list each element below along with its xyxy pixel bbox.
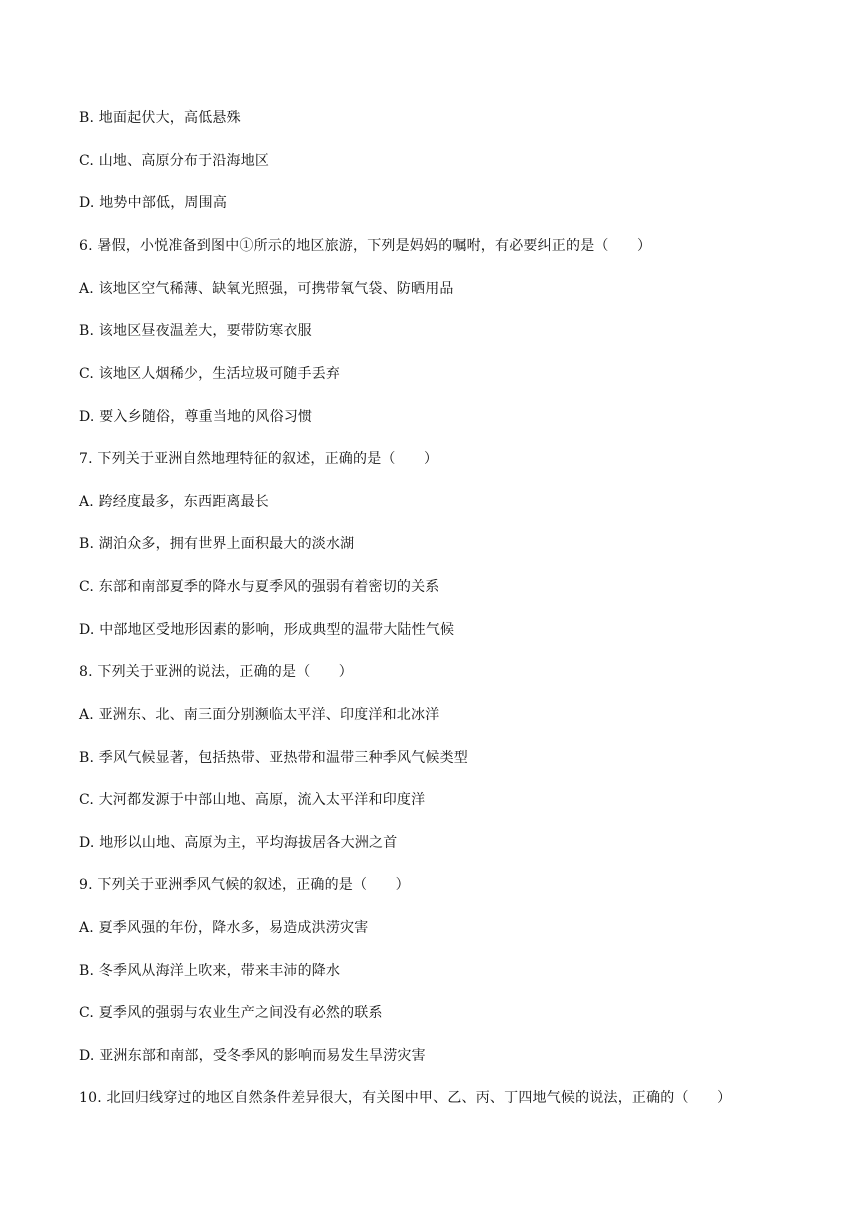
option-7c: C. 东部和南部夏季的降水与夏季风的强弱有着密切的关系 (79, 579, 440, 595)
option-8d: D. 地形以山地、高原为主，平均海拔居各大洲之首 (79, 835, 398, 851)
option-5b: B. 地面起伏大，高低悬殊 (79, 110, 241, 126)
option-6a: A. 该地区空气稀薄、缺氧光照强，可携带氧气袋、防晒用品 (79, 281, 454, 297)
option-6d: D. 要入乡随俗，尊重当地的风俗习惯 (79, 409, 313, 425)
option-8c: C. 大河都发源于中部山地、高原，流入太平洋和印度洋 (79, 792, 426, 808)
option-8b: B. 季风气候显著，包括热带、亚热带和温带三种季风气候类型 (79, 750, 468, 766)
option-9a: A. 夏季风强的年份，降水多，易造成洪涝灾害 (79, 920, 369, 936)
question-8: 8. 下列关于亚洲的说法，正确的是（ ） (79, 664, 354, 680)
option-9c: C. 夏季风的强弱与农业生产之间没有必然的联系 (79, 1005, 383, 1021)
option-9b: B. 冬季风从海洋上吹来，带来丰沛的降水 (79, 963, 341, 979)
option-5d: D. 地势中部低，周围高 (79, 195, 228, 211)
question-6: 6. 暑假，小悦准备到图中①所示的地区旅游，下列是妈妈的嘱咐，有必要纠正的是（ ） (79, 238, 652, 254)
option-6c: C. 该地区人烟稀少，生活垃圾可随手丢弃 (79, 366, 341, 382)
option-7b: B. 湖泊众多，拥有世界上面积最大的淡水湖 (79, 536, 355, 552)
option-7d: D. 中部地区受地形因素的影响，形成典型的温带大陆性气候 (79, 622, 455, 638)
option-7a: A. 跨经度最多，东西距离最长 (79, 494, 270, 510)
question-10: 10. 北回归线穿过的地区自然条件差异很大，有关图中甲、乙、丙、丁四地气候的说法，正确的（ ） (79, 1090, 732, 1106)
option-5c: C. 山地、高原分布于沿海地区 (79, 153, 270, 169)
option-8a: A. 亚洲东、北、南三面分别濒临太平洋、印度洋和北冰洋 (79, 707, 440, 723)
question-9: 9. 下列关于亚洲季风气候的叙述，正确的是（ ） (79, 877, 410, 893)
question-7: 7. 下列关于亚洲自然地理特征的叙述，正确的是（ ） (79, 451, 439, 467)
option-6b: B. 该地区昼夜温差大，要带防寒衣服 (79, 323, 312, 339)
option-9d: D. 亚洲东部和南部，受冬季风的影响而易发生旱涝灾害 (79, 1048, 426, 1064)
